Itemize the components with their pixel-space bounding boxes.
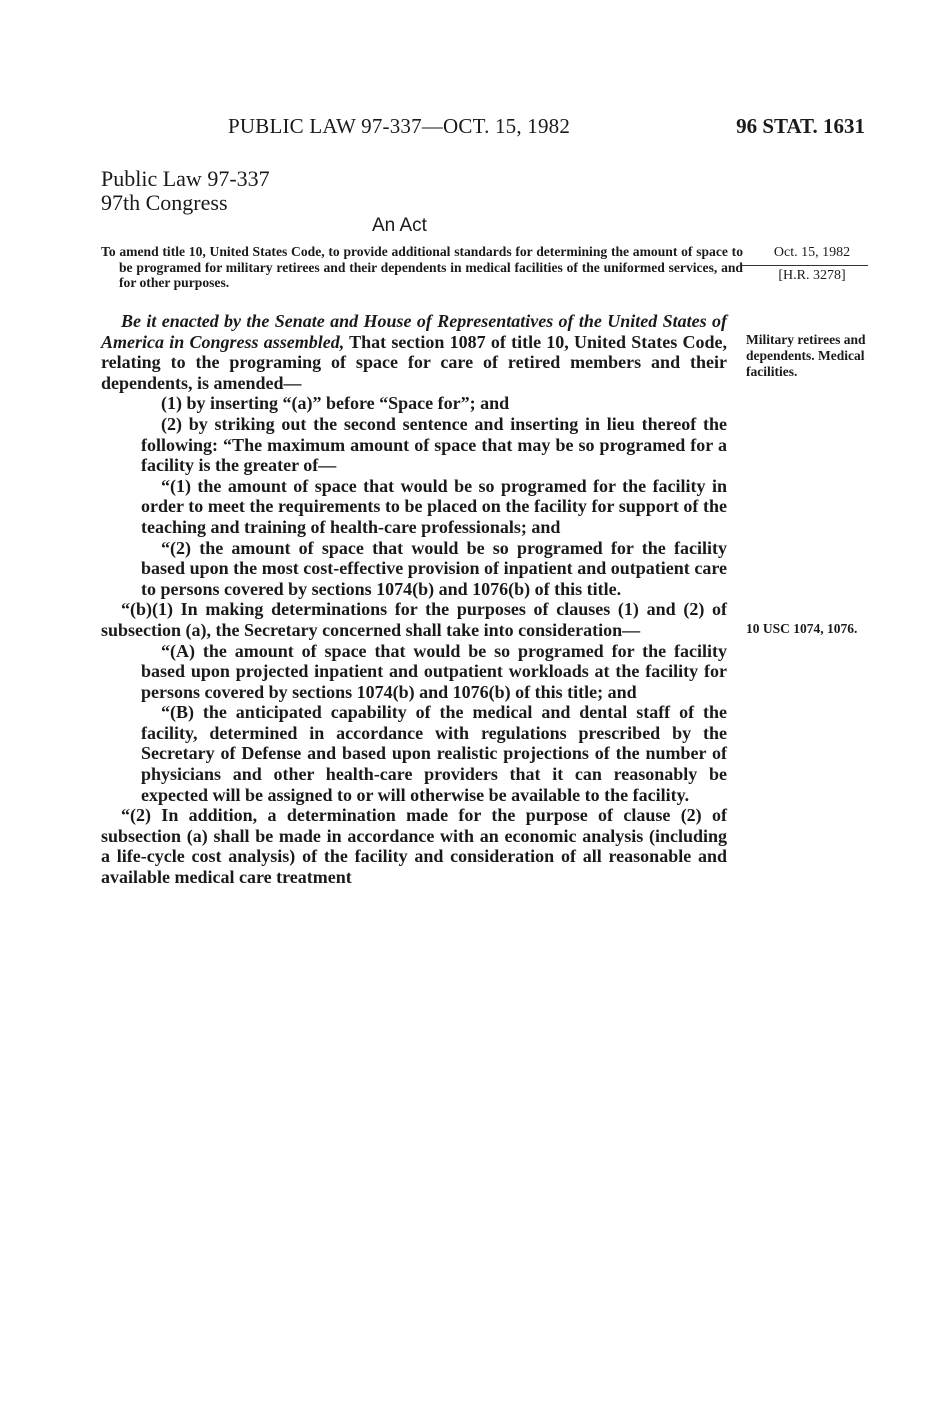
quoted-clause-1: “(1) the amount of space that would be so programed for the facility in order to meet the requirements to be placed on the facility for support of the teaching and training of health-care professionals; and	[141, 475, 727, 537]
subsection-b1-A: “(A) the amount of space that would be so programed for the facility based upon projected inpatient and outpatient workloads at the facility for persons covered by sections 1074(b) and 1076(b) of this title; and	[141, 640, 727, 702]
subsection-b1-B: “(B) the anticipated capability of the medical and dental staff of the facility, determined in accordance with regulations prescribed by the Secretary of Defense and based upon realistic projections of the number of physicians and other health-care providers that it can reasonably be expected will be assigned to or will otherwise be available to the facility.	[141, 702, 727, 805]
act-heading: An Act	[372, 215, 427, 236]
long-title: To amend title 10, United States Code, to provide additional standards for determining the amount of space to be programed for military retirees and their dependents in medical facilities of the uniformed services, and for other purposes.	[101, 244, 743, 290]
enacting-text: That section 1087 of title 10, United States Code, relating to the programing of space for care of retired members and their dependents, is amended—	[101, 331, 728, 393]
subsection-b1: “(b)(1) In making determinations for the purposes of clauses (1) and (2) of subsection (a), the Secretary concerned shall take into consideration—	[101, 599, 727, 640]
margin-note-subject: Military retirees and dependents. Medical facilities.	[746, 332, 866, 379]
subsection-b2: “(2) In addition, a determination made for the purpose of clause (2) of subsection (a) shall be made in accordance with an economic analysis (including a life-cycle cost analysis) of the facility and consideration of all reasonable and available medical care treatment	[101, 805, 727, 888]
congress-label: 97th Congress	[101, 190, 228, 215]
margin-bill-number: [H.R. 3278]	[778, 268, 846, 283]
margin-date: Oct. 15, 1982	[773, 245, 851, 260]
quoted-clause-2: “(2) the amount of space that would be so programed for the facility based upon the most cost-effective provision of inpatient and outpatient care to persons covered by sections 1074(b) and 1076(b) of this title.	[141, 537, 727, 599]
enacting-formula: Be it enacted by the Senate and House of Representatives of the United States of America in Congress assembled,	[101, 311, 727, 352]
act-body	[101, 311, 727, 888]
statutes-citation: 96 STAT. 1631	[736, 114, 865, 138]
amendment-item-1: (1) by inserting “(a)” before “Space for”; and	[161, 393, 510, 414]
amendment-item-2: (2) by striking out the second sentence and inserting in lieu thereof the following: “The maximum amount of space that may be so programed for a facility is the greater of—	[141, 413, 727, 476]
law-number: Public Law 97-337	[101, 166, 270, 191]
margin-note-usc: 10 USC 1074, 1076.	[746, 621, 858, 636]
running-head: PUBLIC LAW 97-337—OCT. 15, 1982	[228, 114, 571, 138]
enacting-clause	[101, 311, 727, 393]
margin-rule	[740, 265, 868, 266]
